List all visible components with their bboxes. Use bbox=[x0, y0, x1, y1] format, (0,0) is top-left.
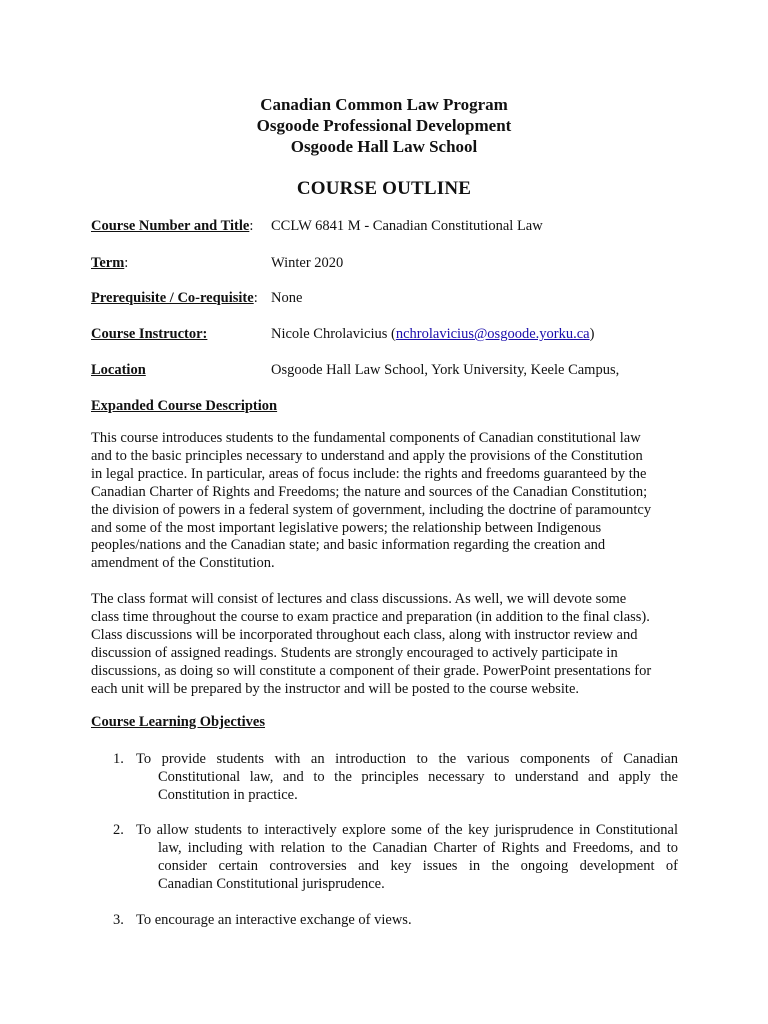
text-line: Class discussions will be incorporated throughout each class, along with instructor review and bbox=[91, 626, 638, 643]
text-line: Canadian Charter of Rights and Freedoms; the nature and sources of the Canadian Constitution; bbox=[91, 483, 648, 500]
objective-line: Constitution in practice. bbox=[158, 787, 298, 803]
description-paragraph-1 bbox=[91, 430, 651, 573]
objective-line: To encourage an interactive exchange of views. bbox=[136, 912, 412, 928]
text-line: and to the basic principles necessary to understand and apply the provisions of the Constitution bbox=[91, 447, 643, 464]
course-value: CCLW 6841 M - Canadian Constitutional Law bbox=[271, 218, 543, 234]
course-label: Course Number and Title: bbox=[91, 218, 254, 234]
objective-line: Constitutional law, and to the principles necessary to understand and apply the bbox=[158, 769, 678, 785]
instructor-email-link[interactable]: nchrolavicius@osgoode.yorku.ca bbox=[395, 326, 590, 342]
objective-line: Canadian Constitutional jurisprudence. bbox=[158, 876, 385, 892]
prereq-value: None bbox=[271, 290, 303, 306]
description-paragraph-2 bbox=[91, 591, 651, 698]
school-name: Osgoode Hall Law School bbox=[290, 137, 478, 156]
objective-line: To provide students with an introduction to the various components of Canadian bbox=[136, 751, 678, 767]
text-line: and some of the most important legislative powers; the relationship between Indigenous bbox=[91, 519, 602, 536]
objectives-heading: Course Learning Objectives bbox=[91, 714, 265, 730]
prereq-label: Prerequisite / Co-requisite: bbox=[91, 290, 258, 306]
instructor-close-paren: ) bbox=[589, 326, 595, 342]
text-line: class time throughout the course to exam practice and preparation (in addition to the final class). bbox=[91, 608, 650, 625]
text-line: The class format will consist of lectures and class discussions. As well, we will devote some bbox=[91, 591, 627, 607]
text-line: in legal practice. In particular, areas of focus include: the rights and freedoms guaranteed by the bbox=[91, 465, 647, 482]
instructor-label: Course Instructor: bbox=[91, 326, 208, 342]
text-line: each unit will be prepared by the instructor and will be posted to the course website. bbox=[91, 680, 580, 697]
description-heading: Expanded Course Description bbox=[91, 398, 278, 414]
term-label: Term: bbox=[91, 255, 129, 271]
text-line: peoples/nations and the Canadian state; and basic information regarding the creation and bbox=[91, 537, 606, 554]
term-value: Winter 2020 bbox=[271, 255, 344, 271]
text-line: discussions, as doing so will constitute a component of their grade. PowerPoint presentations for bbox=[91, 662, 652, 679]
text-line: This course introduces students to the fundamental components of Canadian constitutional law bbox=[91, 430, 641, 446]
department-name: Osgoode Professional Development bbox=[256, 116, 512, 135]
location-label: Location bbox=[91, 362, 146, 378]
objective-line: law, including with relation to the Canadian Charter of Rights and Freedoms, and to bbox=[158, 840, 678, 856]
instructor-value bbox=[271, 326, 594, 343]
page-title: COURSE OUTLINE bbox=[296, 178, 472, 199]
objective-number: 3. bbox=[113, 912, 124, 928]
text-line: amendment of the Constitution. bbox=[91, 555, 275, 572]
objective-number: 2. bbox=[113, 822, 124, 838]
text-line: discussion of assigned readings. Students are strongly encouraged to actively participate in bbox=[91, 644, 618, 661]
objective-line: To allow students to interactively explore some of the key jurisprudence in Constitutional bbox=[136, 822, 678, 838]
objective-number: 1. bbox=[113, 751, 124, 767]
objective-line: consider certain controversies and key issues in the ongoing development of bbox=[158, 858, 678, 874]
program-name: Canadian Common Law Program bbox=[260, 95, 508, 114]
location-value: Osgoode Hall Law School, York University, Keele Campus, bbox=[271, 362, 620, 378]
instructor-name: Nicole Chrolavicius ( bbox=[271, 326, 396, 342]
text-line: the division of powers in a federal system of government, including the doctrine of paramountcy bbox=[91, 501, 652, 518]
